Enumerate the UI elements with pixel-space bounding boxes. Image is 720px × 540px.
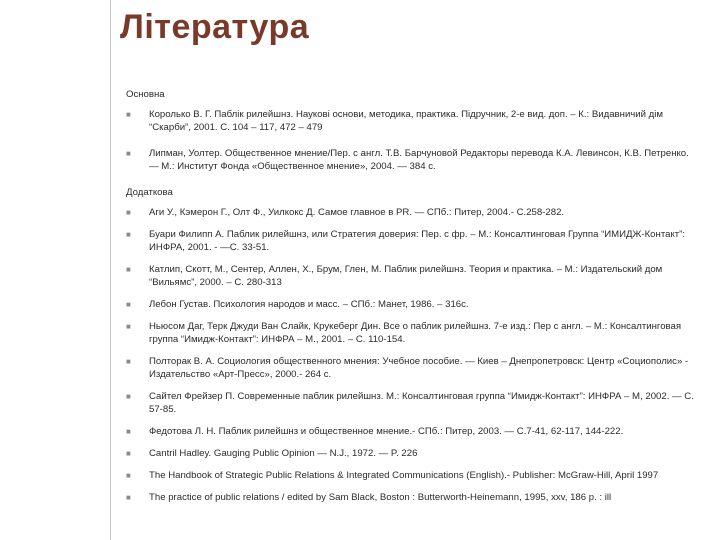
reference-item <box>126 491 696 504</box>
reference-text: Ньюсом Даг, Терк Джуди Ван Слайк, Крукеберг Дин. Все о паблик рилейшнз. 7-е изд.: Пер с англ. – М.: Консалтинговая группа “Имидж-Контакт”: ИНФРА – М., 2001. – С. 110-154. <box>149 321 682 345</box>
bullet-icon: ■ <box>126 449 131 458</box>
additional-references-list <box>126 206 696 504</box>
reference-item <box>126 228 696 254</box>
reference-text: Катлип, Скотт, М., Сентер, Аллен, Х., Брум, Глен, М. Паблик рилейшнз. Теория и практика. – М.: Издательский дом “Вильямс”, 2000. – С. 280-313 <box>149 264 663 288</box>
bullet-icon: ■ <box>126 392 131 401</box>
reference-item <box>126 206 696 219</box>
bullet-icon: ■ <box>126 300 131 309</box>
reference-text: The Handbook of Strategic Public Relations & Integrated Communications (English).- Publisher: McGraw-Hill, April 1997 <box>149 470 659 481</box>
reference-text: Аги У., Кэмерон Г., Олт Ф., Уилкокс Д. Самое главное в PR. — СПб.: Питер, 2004.- С.258-282. <box>149 207 565 218</box>
bullet-icon: ■ <box>126 322 131 331</box>
reference-text: Полторак В. А. Социология общественного мнения: Учебное пособие. — Киев – Днепропетровск: Центр «Социополис» - Издательство «Арт-Пресс», 2000.- 264 с. <box>149 356 689 380</box>
bullet-icon: ■ <box>126 230 131 239</box>
bullet-icon: ■ <box>126 208 131 217</box>
reference-item <box>126 263 696 289</box>
reference-text: Липман, Уолтер. Общественное мнение/Пер. с англ. Т.В. Барчуновой Редакторы перевода К.А. Левинсон, К.В. Петренко. — М.: Институт Фонда «Общественное мнение», 2004. — 384 с. <box>149 148 689 172</box>
reference-text: Сайтел Фрейзер П. Современные паблик рилейшнз. М.: Консалтинговая группа “Имидж-Контакт”: ИНФРА – М, 2002. — С. 57-85. <box>149 391 694 415</box>
reference-item <box>126 425 696 438</box>
reference-text: Федотова Л. Н. Паблик рилейшнз и общественное мнение.- СПб.: Питер, 2003. — С.7-41, 62-117, 144-222. <box>149 426 624 437</box>
reference-item <box>126 298 696 311</box>
reference-text: Буари Филипп А. Паблик рилейшнз, или Стратегия доверия: Пер. с фр. – М.: Консалтинговая Группа “ИМИДЖ-Контакт”: ИНФРА, 2001. - —С. 33-51. <box>149 229 685 253</box>
reference-item <box>126 147 696 173</box>
section-label-additional: Додаткова <box>126 187 173 198</box>
section-additional <box>126 186 696 504</box>
left-vertical-rule <box>110 0 111 540</box>
bullet-icon: ■ <box>126 357 131 366</box>
reference-text: The practice of public relations / edited by Sam Black, Boston : Butterworth-Heinemann, 1995, xxv, 186 p. : ill <box>149 492 612 503</box>
reference-text: Лебон Густав. Психология народов и масс. – СПб.: Манет, 1986. – 316с. <box>149 299 469 310</box>
reference-item <box>126 469 696 482</box>
reference-text: Cantril Hadley. Gauging Public Opinion — N.J., 1972. — P. 226 <box>149 448 418 459</box>
bullet-icon: ■ <box>126 471 131 480</box>
bullet-icon: ■ <box>126 110 131 119</box>
bullet-icon: ■ <box>126 427 131 436</box>
reference-text: Королько В. Г. Паблік рилейшнз. Наукові основи, методика, практика. Підручник, 2-е вид. доп. – К.: Видавничий дім “Скарби”, 2001. С. 104 – 117, 472 – 479 <box>149 109 664 133</box>
section-label-main: Основна <box>126 89 165 100</box>
reference-item <box>126 447 696 460</box>
bibliography <box>126 88 696 513</box>
reference-item <box>126 390 696 416</box>
bullet-icon: ■ <box>126 493 131 502</box>
reference-item <box>126 108 696 134</box>
bullet-icon: ■ <box>126 265 131 274</box>
reference-item <box>126 320 696 346</box>
slide-title: Література <box>120 8 310 46</box>
reference-item <box>126 355 696 381</box>
bullet-icon: ■ <box>126 149 131 158</box>
section-main <box>126 88 696 173</box>
main-references-list <box>126 108 696 173</box>
